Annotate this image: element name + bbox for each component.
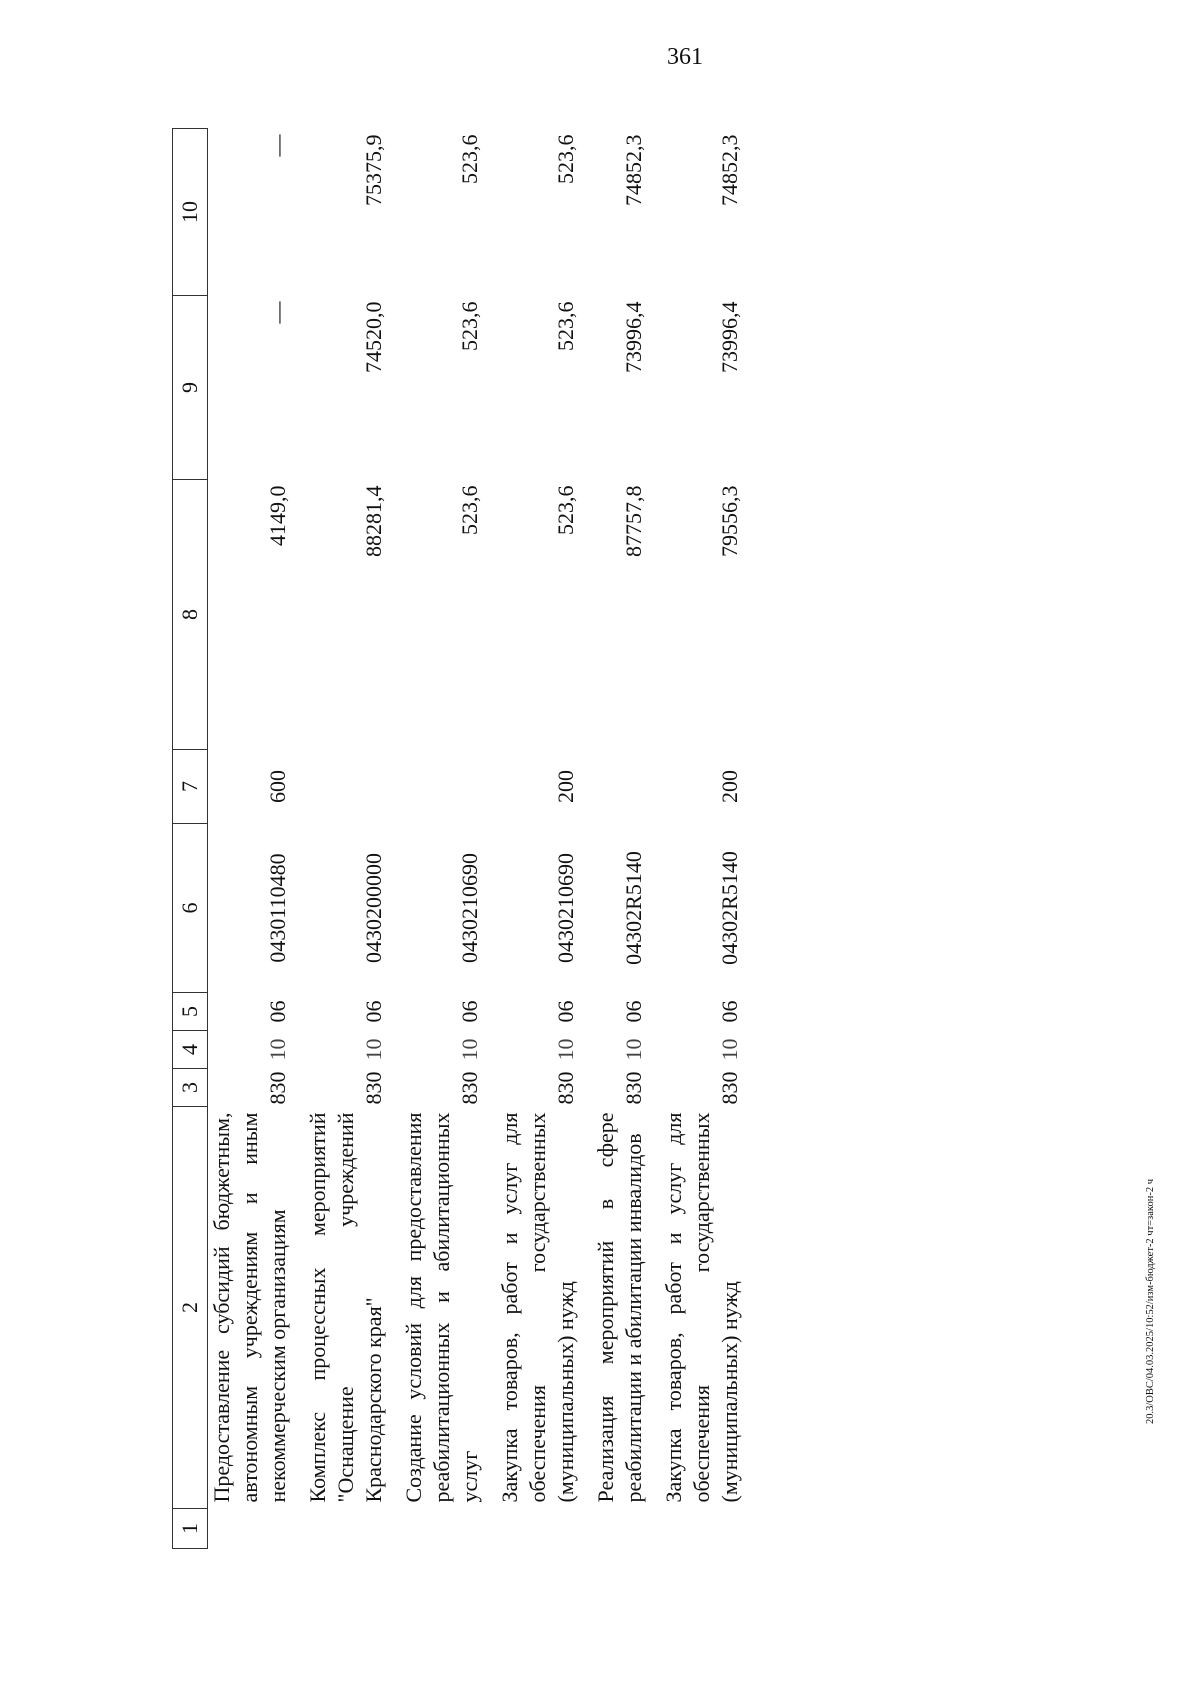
row-name: Закупка товаров, работ и услуг для обеспечения государственных (муниципальных) нужд xyxy=(661,1112,742,1503)
header-cell-5: 5 xyxy=(173,993,208,1031)
table-row xyxy=(208,129,305,1549)
cell-col-3: 830 xyxy=(457,1071,482,1105)
table-row xyxy=(592,129,660,1549)
cell-col-7 xyxy=(400,750,496,824)
header-cell-3: 3 xyxy=(173,1069,208,1107)
table-row xyxy=(400,129,496,1549)
cell-col-1 xyxy=(592,1509,660,1549)
cell-col-8: 88281,4 xyxy=(361,485,386,557)
cell-col-4: 10 xyxy=(621,1038,646,1061)
cell-col-5: 06 xyxy=(717,1000,742,1023)
budget-table xyxy=(172,128,756,1549)
cell-col-1 xyxy=(208,1509,305,1549)
cell-col-10: 523,6 xyxy=(457,134,482,184)
header-cell-1: 1 xyxy=(173,1509,208,1549)
cell-col-3: 830 xyxy=(361,1071,386,1105)
cell-col-8: 4149,0 xyxy=(265,485,290,546)
cell-col-5: 06 xyxy=(361,1000,386,1023)
table-row xyxy=(496,129,592,1549)
row-name: Предоставление субсидий бюджетным, автономным учреждениям и иным некоммерческим организациям xyxy=(209,1112,290,1503)
header-cell-10: 10 xyxy=(173,129,208,296)
cell-col-1 xyxy=(496,1509,592,1549)
cell-col-7: 200 xyxy=(553,770,578,803)
cell-col-10: 74852,3 xyxy=(717,134,742,206)
cell-col-4: 10 xyxy=(265,1038,290,1061)
cell-col-6: 04302R5140 xyxy=(621,851,646,965)
cell-col-6: 0430200000 xyxy=(361,853,386,963)
cell-col-7 xyxy=(592,750,660,824)
cell-col-6: 0430210690 xyxy=(553,853,578,963)
header-cell-4: 4 xyxy=(173,1031,208,1069)
cell-col-9: — xyxy=(265,301,290,324)
cell-col-6: 0430110480 xyxy=(265,853,290,963)
cell-col-4: 10 xyxy=(717,1038,742,1061)
cell-col-8: 523,6 xyxy=(553,485,578,535)
table-row xyxy=(660,129,756,1549)
row-name: Реализация мероприятий в сфере реабилитации и абилитации инвалидов xyxy=(593,1112,646,1503)
cell-col-4: 10 xyxy=(457,1038,482,1061)
cell-col-5: 06 xyxy=(553,1000,578,1023)
cell-col-6: 0430210690 xyxy=(457,853,482,963)
document-code xyxy=(1134,115,1156,1435)
cell-col-1 xyxy=(304,1509,400,1549)
cell-col-9: 523,6 xyxy=(457,301,482,351)
cell-col-7: 200 xyxy=(717,770,742,803)
header-cell-9: 9 xyxy=(173,296,208,480)
cell-col-9: 73996,4 xyxy=(717,301,742,373)
page-number: 361 xyxy=(667,44,703,70)
cell-col-9: 73996,4 xyxy=(621,301,646,373)
cell-col-7 xyxy=(304,750,400,824)
cell-col-5: 06 xyxy=(457,1000,482,1023)
document-code-text: 20.3/OBC/04.03.2025/10:52/изм-бюджет-2 чт=закон-2 ч xyxy=(1145,1179,1156,1424)
cell-col-7: 600 xyxy=(265,770,290,803)
cell-col-9: 523,6 xyxy=(553,301,578,351)
header-cell-8: 8 xyxy=(173,480,208,750)
row-name: Создание условий для предоставления реабилитационных и абилитационных услуг xyxy=(401,1112,482,1503)
header-cell-6: 6 xyxy=(173,824,208,993)
cell-col-1 xyxy=(660,1509,756,1549)
rotated-table-container xyxy=(172,129,1030,1549)
cell-col-4: 10 xyxy=(553,1038,578,1061)
cell-col-8: 87757,8 xyxy=(621,485,646,557)
row-name: Комплекс процессных мероприятий "Оснащение учреждений Краснодарского края" xyxy=(305,1112,386,1503)
cell-col-9: 74520,0 xyxy=(361,301,386,373)
cell-col-3: 830 xyxy=(621,1071,646,1105)
cell-col-4: 10 xyxy=(361,1038,386,1061)
cell-col-6: 04302R5140 xyxy=(717,851,742,965)
cell-col-3: 830 xyxy=(553,1071,578,1105)
table-row xyxy=(304,129,400,1549)
cell-col-3: 830 xyxy=(717,1071,742,1105)
cell-col-5: 06 xyxy=(265,1000,290,1023)
cell-col-10: 74852,3 xyxy=(621,134,646,206)
cell-col-10: 523,6 xyxy=(553,134,578,184)
cell-col-8: 523,6 xyxy=(457,485,482,535)
header-cell-7: 7 xyxy=(173,750,208,824)
cell-col-10: — xyxy=(265,134,290,157)
cell-col-5: 06 xyxy=(621,1000,646,1023)
row-name: Закупка товаров, работ и услуг для обеспечения государственных (муниципальных) нужд xyxy=(497,1112,578,1503)
cell-col-3: 830 xyxy=(265,1071,290,1105)
header-cell-2: 2 xyxy=(173,1107,208,1509)
cell-col-1 xyxy=(400,1509,496,1549)
header-row xyxy=(173,129,208,1549)
cell-col-10: 75375,9 xyxy=(361,134,386,206)
cell-col-8: 79556,3 xyxy=(717,485,742,557)
